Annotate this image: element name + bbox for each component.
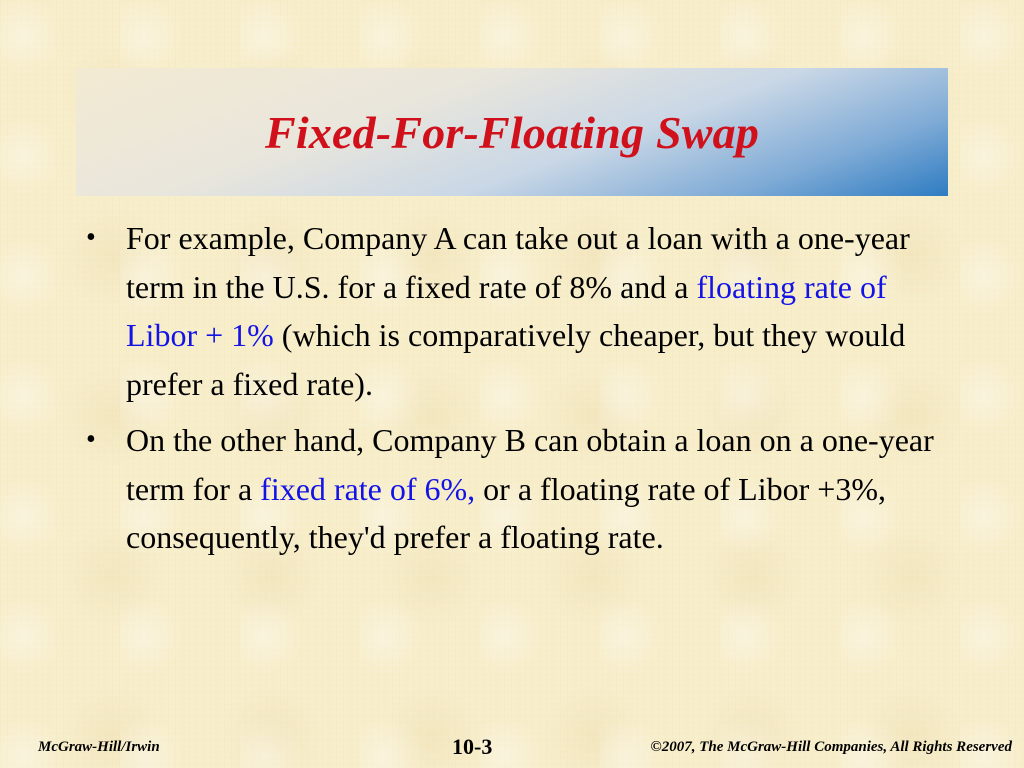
- bullet-text: [126, 416, 936, 562]
- highlighted-phrase: fixed rate of 6%,: [260, 470, 476, 507]
- bullet-text: [126, 214, 936, 408]
- bullet-text-part: or a floating rate of Libor +3%, consequently, they'd prefer a floating rate.: [126, 470, 886, 555]
- bullet-item-company-a: [86, 214, 936, 408]
- bullet-item-company-b: [86, 416, 936, 562]
- bullet-text-part: On the other hand, Company B can obtain a loan on a one-year term for a: [126, 422, 934, 507]
- bullet-text-part: (which is comparatively cheaper, but they would prefer a fixed rate).: [126, 317, 906, 402]
- bullet-text-part: For example, Company A can take out a loan with a one-year term in the U.S. for a fixed rate of 8% and a: [126, 220, 910, 305]
- bullet-marker: •: [86, 222, 96, 253]
- title-banner: [76, 68, 948, 196]
- footer-slide-number: 10-3: [452, 734, 493, 759]
- bullet-marker: •: [86, 424, 96, 455]
- highlighted-phrase: floating rate of Libor + 1%: [126, 268, 887, 353]
- footer-publisher: McGraw-Hill/Irwin: [38, 739, 160, 755]
- slide-title: Fixed-For-Floating Swap: [264, 106, 760, 158]
- footer-copyright: ©2007, The McGraw-Hill Companies, All Rights Reserved: [650, 739, 1012, 755]
- bullet-list: [86, 214, 936, 570]
